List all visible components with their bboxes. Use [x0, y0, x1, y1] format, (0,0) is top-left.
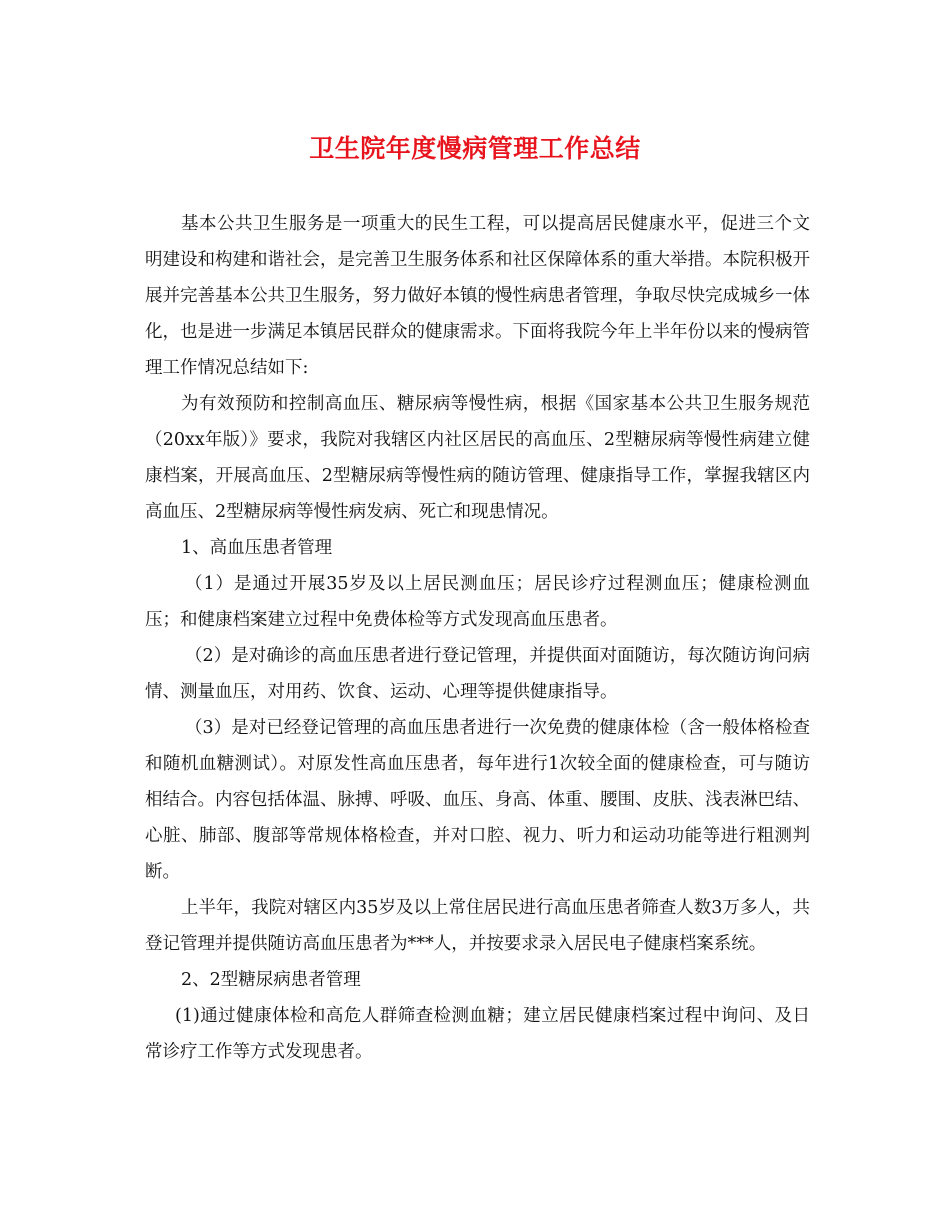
section-heading-diabetes: 2、2型糖尿病患者管理 [181, 970, 361, 990]
diabetes-item-1: (1)通过健康体检和高危人群筛查检测血糖；建立居民健康档案过程中询问、及日常诊疗工作等方式发现患者。 [145, 1006, 810, 1062]
document-body [145, 206, 810, 1070]
hypertension-item-1: （1）是通过开展35岁及以上居民测血压；居民诊疗过程测血压；健康检测血压；和健康档案建立过程中免费体检等方式发现高血压患者。 [145, 574, 810, 630]
document-title: 卫生院年度慢病管理工作总结 [309, 134, 641, 163]
section-heading-hypertension: 1、高血压患者管理 [181, 538, 333, 558]
hypertension-summary-paragraph: 上半年，我院对辖区内35岁及以上常住居民进行高血压患者筛查人数3万多人，共登记管理并提供随访高血压患者为***人，并按要求录入居民电子健康档案系统。 [145, 898, 810, 954]
intro-paragraph: 基本公共卫生服务是一项重大的民生工程，可以提高居民健康水平，促进三个文明建设和构建和谐社会，是完善卫生服务体系和社区保障体系的重大举措。本院积极开展并完善基本公共卫生服务，努力做好本镇的慢性病患者管理，争取尽快完成城乡一体化，也是进一步满足本镇居民群众的健康需求。下面将我院今年上半年份以来的慢病管理工作情况总结如下: [145, 214, 810, 378]
policy-paragraph: 为有效预防和控制高血压、糖尿病等慢性病，根据《国家基本公共卫生服务规范（20xx年版）》要求，我院对我辖区内社区居民的高血压、2型糖尿病等慢性病建立健康档案，开展高血压、2型糖尿病等慢性病的随访管理、健康指导工作，掌握我辖区内高血压、2型糖尿病等慢性病发病、死亡和现患情况。 [145, 394, 810, 522]
hypertension-item-3: （3）是对已经登记管理的高血压患者进行一次免费的健康体检（含一般体格检查和随机血糖测试）。对原发性高血压患者，每年进行1次较全面的健康检查，可与随访相结合。内容包括体温、脉搏、呼吸、血压、身高、体重、腰围、皮肤、浅表淋巴结、心脏、肺部、腹部等常规体格检查，并对口腔、视力、听力和运动功能等进行粗测判断。 [145, 718, 810, 882]
hypertension-item-2: （2）是对确诊的高血压患者进行登记管理，并提供面对面随访，每次随访询问病情、测量血压，对用药、饮食、运动、心理等提供健康指导。 [145, 646, 810, 702]
